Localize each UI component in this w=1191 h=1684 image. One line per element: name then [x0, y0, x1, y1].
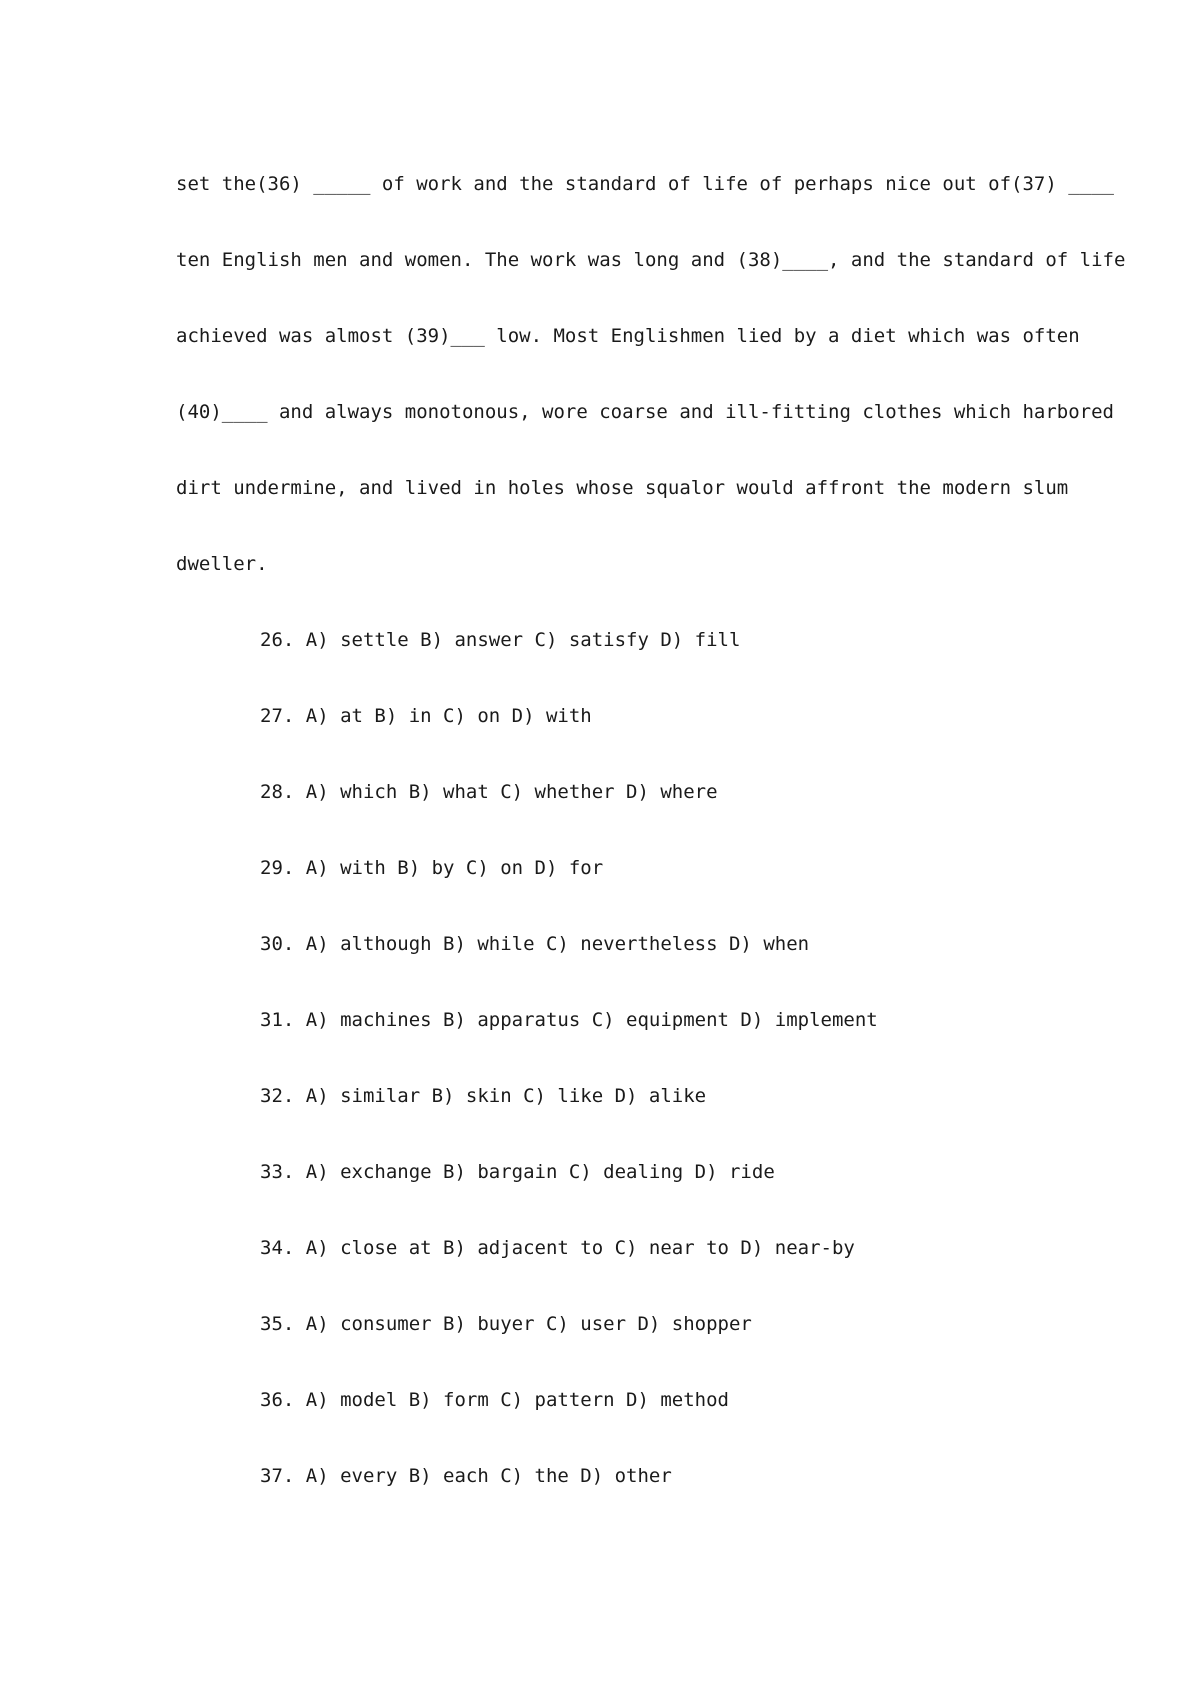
passage-line: achieved was almost (39)___ low. Most Englishmen lied by a diet which was often — [176, 325, 1080, 347]
passage-line: set the(36) _____ of work and the standard of life of perhaps nice out of(37) ____ — [176, 173, 1114, 195]
question-item: 36. A) model B) form C) pattern D) method — [260, 1389, 729, 1411]
question-item: 26. A) settle B) answer C) satisfy D) fill — [260, 629, 741, 651]
passage-line: dirt undermine, and lived in holes whose squalor would affront the modern slum — [176, 477, 1069, 499]
passage-line: ten English men and women. The work was long and (38)____, and the standard of life — [176, 249, 1126, 271]
answer-options-list — [260, 622, 878, 1534]
question-item: 33. A) exchange B) bargain C) dealing D) ride — [260, 1161, 775, 1183]
question-item: 32. A) similar B) skin C) like D) alike — [260, 1085, 707, 1107]
question-item: 29. A) with B) by C) on D) for — [260, 857, 604, 879]
passage-line: (40)____ and always monotonous, wore coarse and ill-fitting clothes which harbored — [176, 401, 1114, 423]
question-item: 30. A) although B) while C) nevertheless D) when — [260, 933, 810, 955]
passage-line: dweller. — [176, 553, 268, 575]
question-item: 37. A) every B) each C) the D) other — [260, 1465, 672, 1487]
question-item: 31. A) machines B) apparatus C) equipment D) implement — [260, 1009, 878, 1031]
question-item: 34. A) close at B) adjacent to C) near to D) near-by — [260, 1237, 855, 1259]
question-item: 27. A) at B) in C) on D) with — [260, 705, 592, 727]
question-item: 35. A) consumer B) buyer C) user D) shopper — [260, 1313, 752, 1335]
question-item: 28. A) which B) what C) whether D) where — [260, 781, 718, 803]
passage-paragraph — [176, 166, 1126, 622]
